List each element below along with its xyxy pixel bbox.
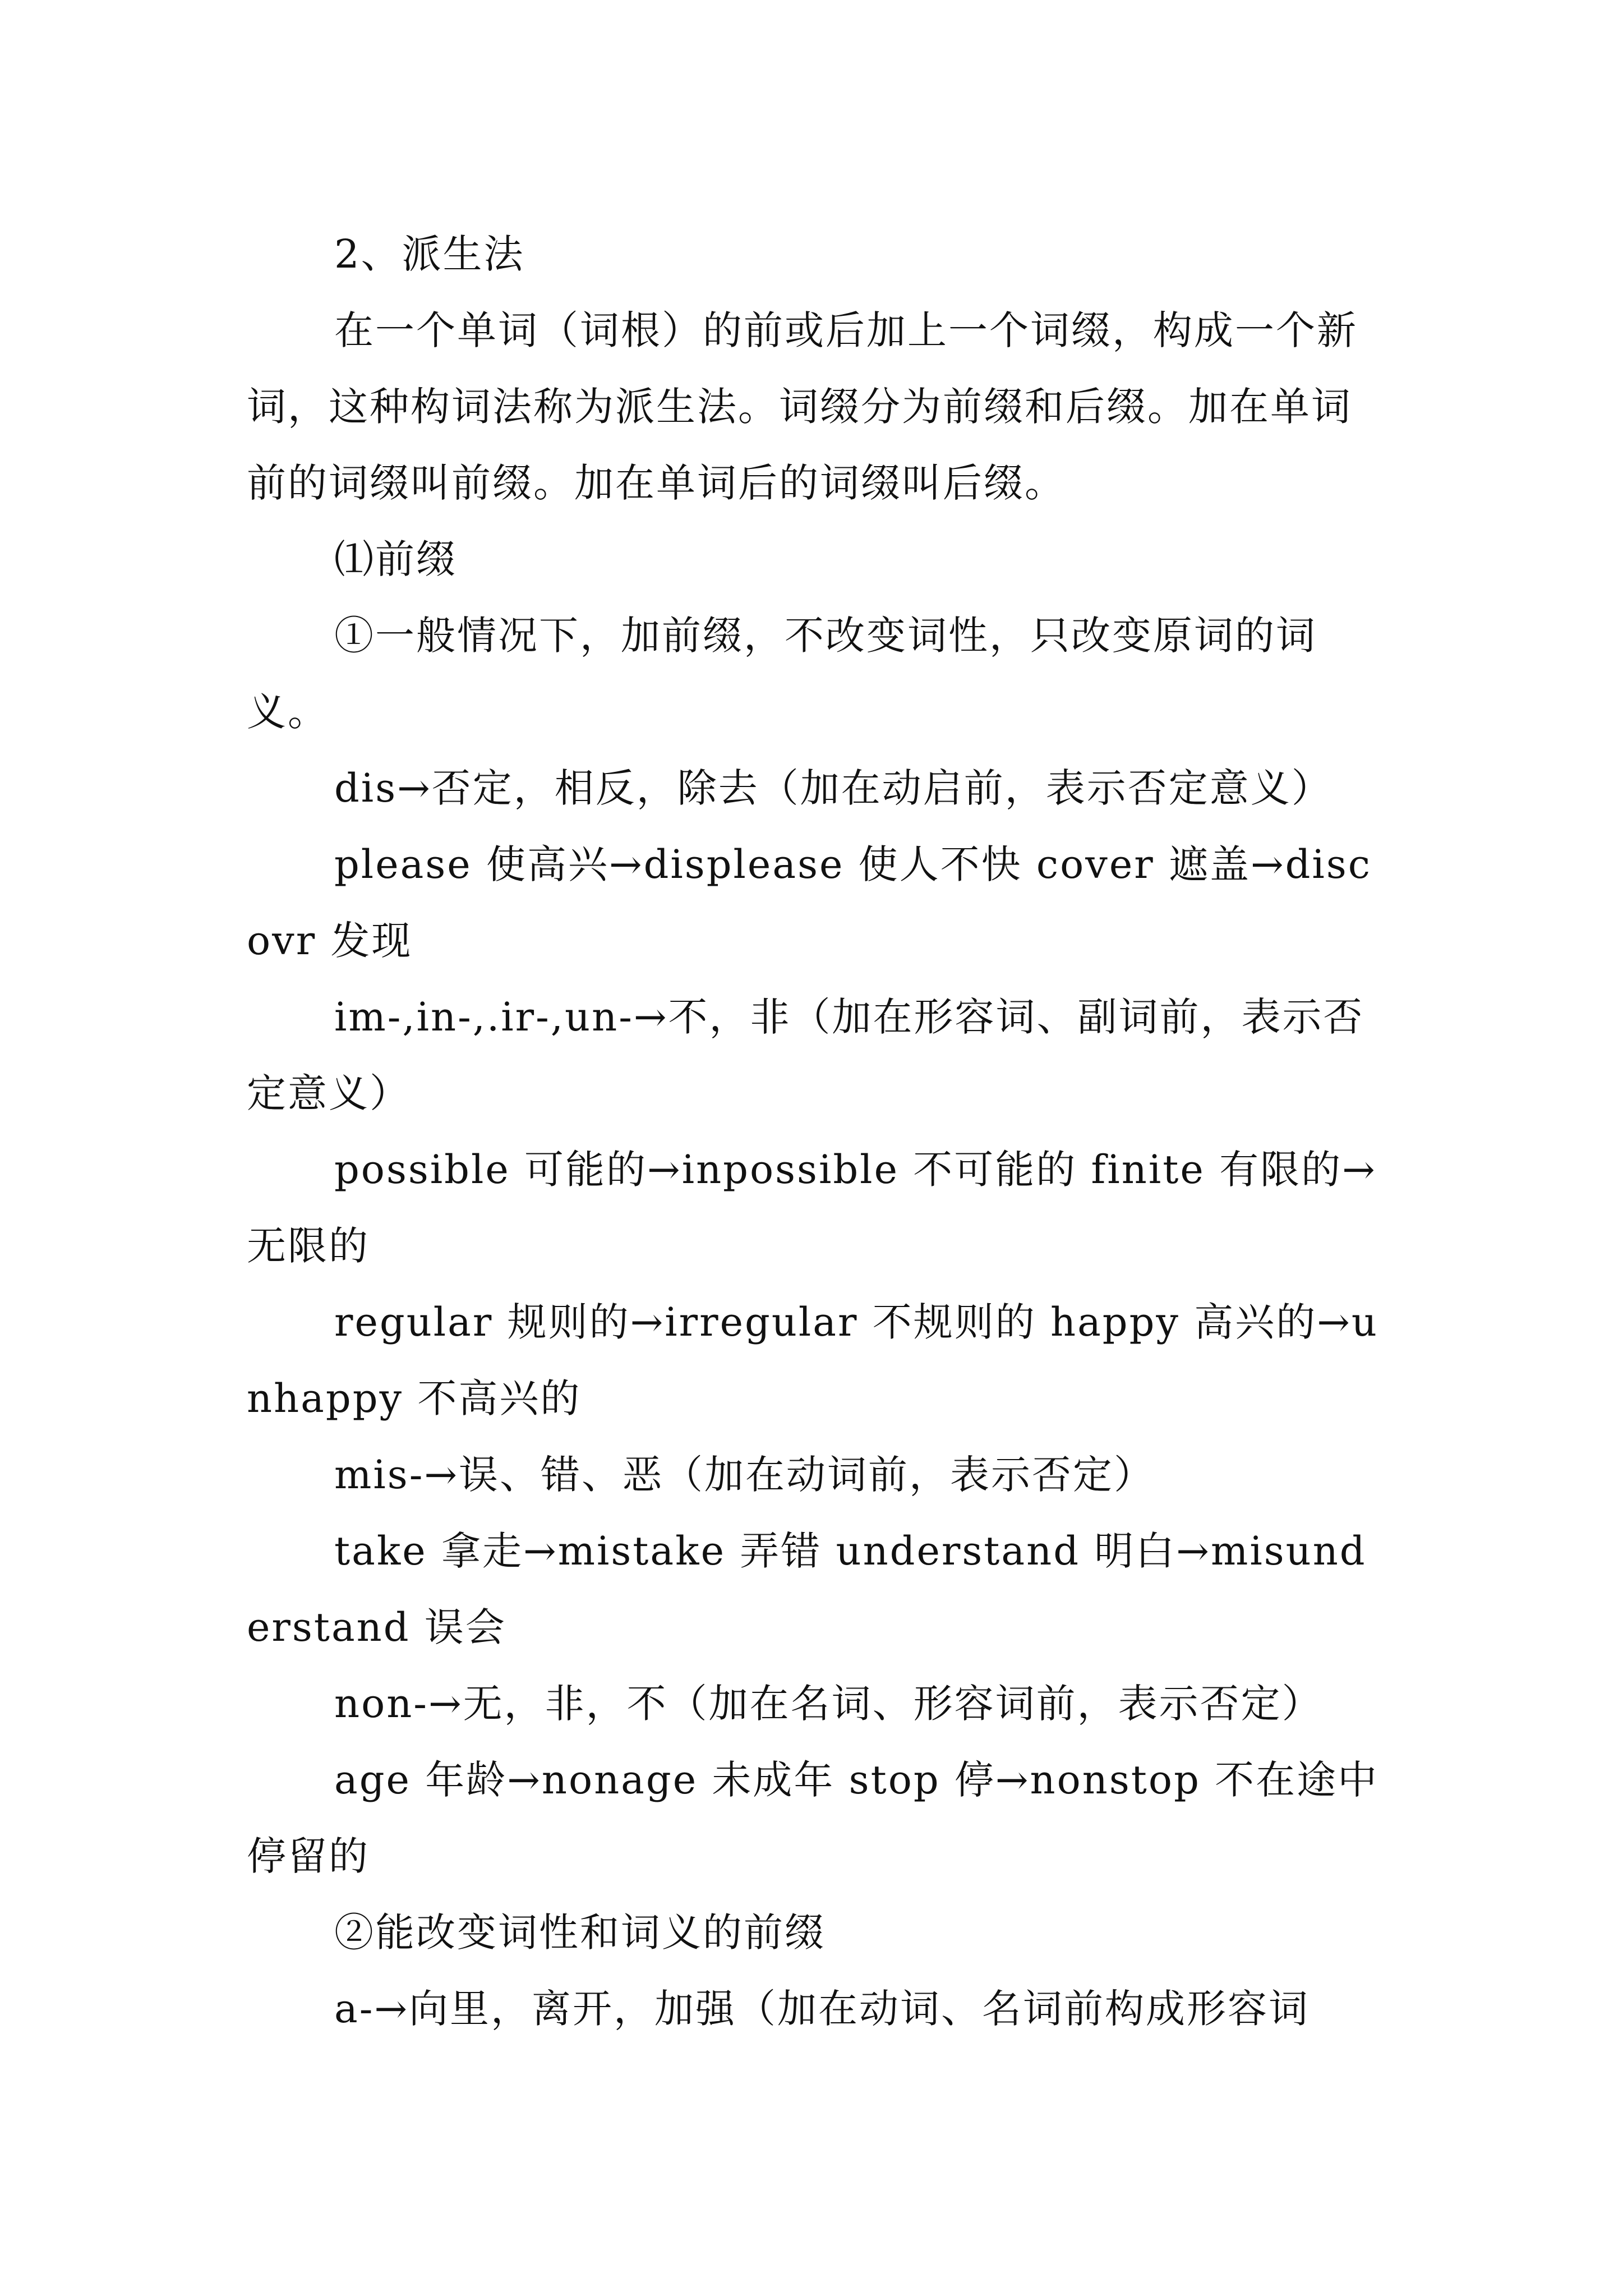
prefix-a: a-→向里，离开，加强（加在动词、名词前构成形容词	[334, 1986, 1310, 2032]
prefix-mis: mis-→误、错、恶（加在动词前，表示否定）	[334, 1452, 1155, 1498]
document-body	[247, 216, 1380, 2047]
example-ir-un: regular 规则的→irregular 不规则的 happy 高兴的→unhappy 不高兴的	[247, 1299, 1378, 1421]
example-dis: please 使高兴→displease 使人不快 cover 遮盖→discovr 发现	[247, 841, 1372, 964]
example-non: age 年龄→nonage 未成年 stop 停→nonstop 不在途中停留的	[247, 1757, 1379, 1879]
example-mis: take 拿走→mistake 弄错 understand 明白→misunderstand 误会	[247, 1528, 1367, 1650]
prefix-dis: dis→否定，相反，除去（加在动启前，表示否定意义）	[334, 765, 1332, 811]
subheading-prefix: ⑴前缀	[334, 536, 457, 582]
prefix-non: non-→无，非，不（加在名词、形容词前，表示否定）	[334, 1681, 1323, 1727]
paragraph-rule-1: ①一般情况下，加前缀，不改变词性，只改变原词的词义。	[247, 613, 1317, 735]
prefix-im-in-ir-un: im-,in-,.ir-,un-→不，非（加在形容词、副词前，表示否定意义）	[247, 994, 1364, 1116]
paragraph-rule-2: ②能改变词性和词义的前缀	[334, 1910, 826, 1955]
section-heading-derivation: 2、派生法	[334, 231, 525, 277]
example-in-1: possible 可能的→inpossible 不可能的 finite 有限的→无限的	[247, 1147, 1377, 1269]
paragraph-definition: 在一个单词（词根）的前或后加上一个词缀，构成一个新词，这种构词法称为派生法。词缀分为前缀和后缀。加在单词前的词缀叫前缀。加在单词后的词缀叫后缀。	[247, 307, 1358, 506]
